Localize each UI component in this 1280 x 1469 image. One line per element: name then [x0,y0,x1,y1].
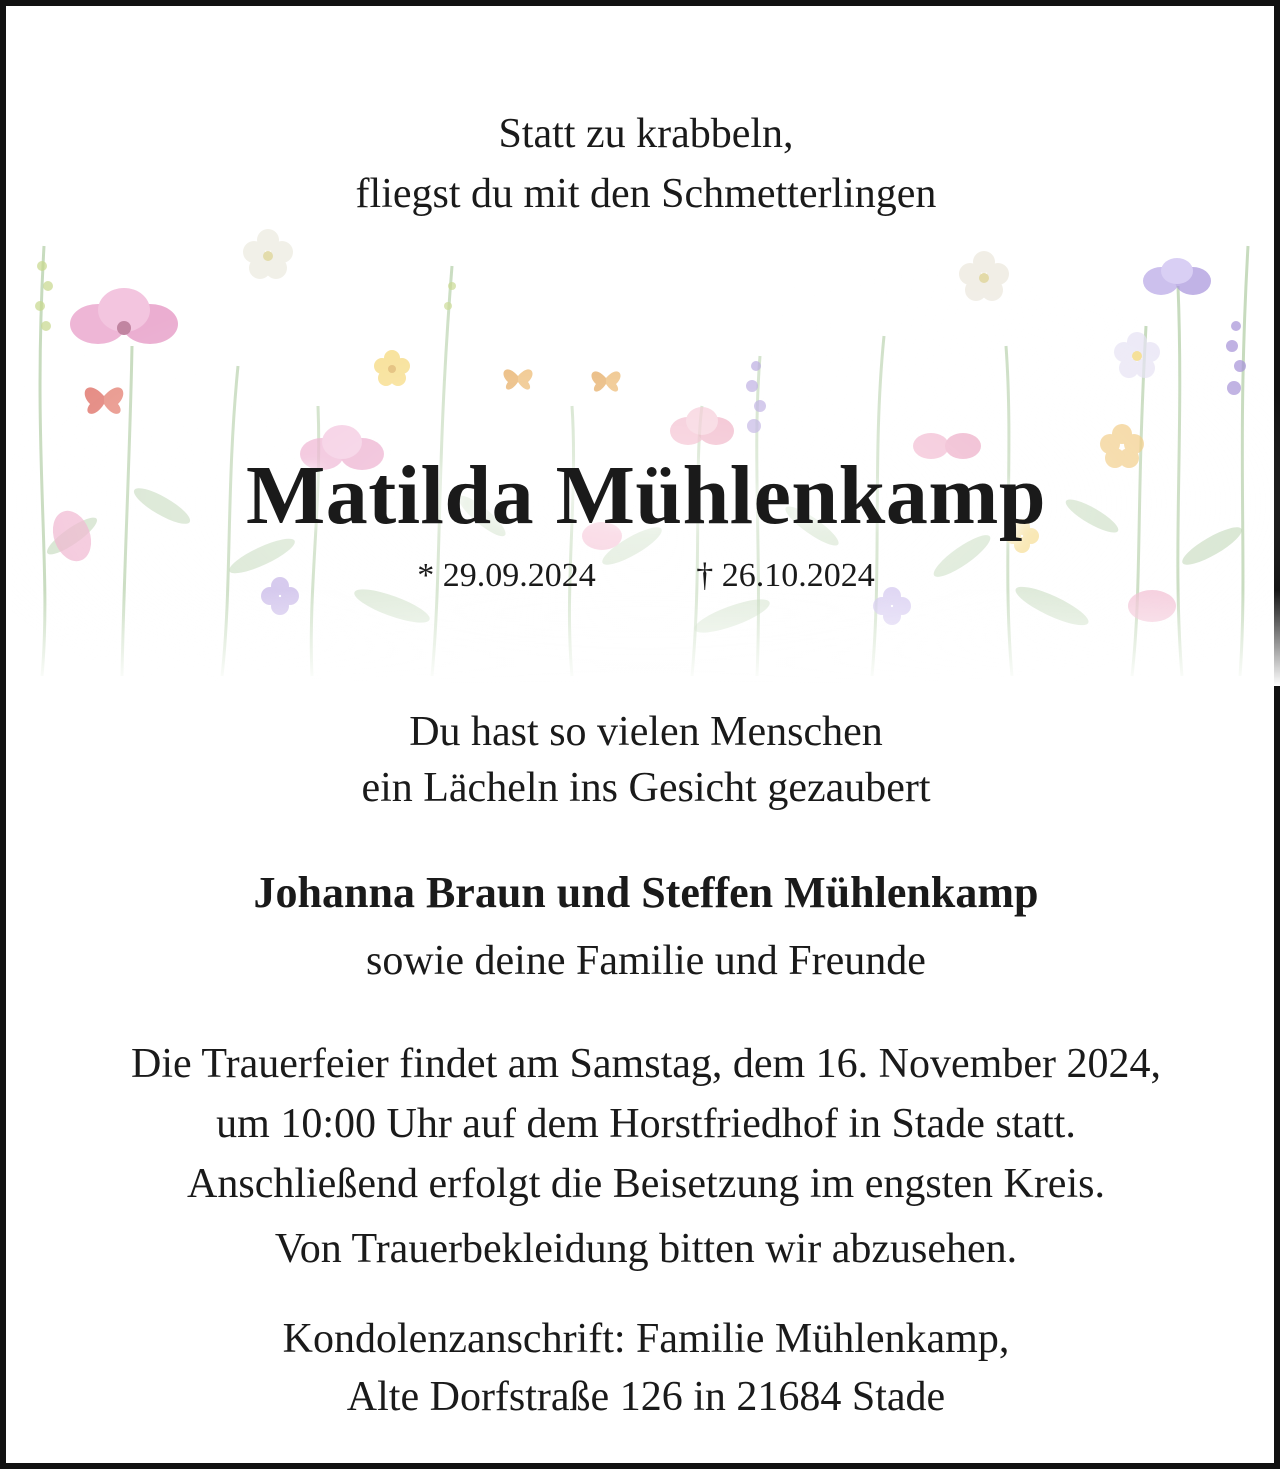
birth-date: * 29.09.2024 [417,557,596,594]
mourner-others: sowie deine Familie und Freunde [366,938,926,984]
verse-line-2: ein Lächeln ins Gesicht gezaubert [361,765,931,811]
deceased-name: Matilda Mühlenkamp [245,449,1047,542]
life-dates [12,551,1280,601]
dress-note: Von Trauerbekleidung bitten wir abzusehen. [274,1226,1018,1272]
address-line-1: Kondolenzanschrift: Familie Mühlenkamp, [282,1316,1010,1362]
funeral-service-info [12,1034,1280,1214]
condolence-address [12,1310,1280,1426]
service-line-2: um 10:00 Uhr auf dem Horstfriedhof in Stade statt. [216,1101,1076,1147]
motto-line-2: fliegst du mit den Schmetterlingen [355,171,937,217]
death-date: † 26.10.2024 [696,557,875,594]
verse-line-1: Du hast so vielen Menschen [409,709,883,755]
verse [12,704,1280,816]
service-line-3: Anschließend erfolgt die Beisetzung im engsten Kreis. [187,1161,1105,1207]
motto-line-1: Statt zu krabbeln, [498,111,794,157]
address-line-2: Alte Dorfstraße 126 in 21684 Stade [346,1374,946,1420]
motto [12,104,1280,224]
service-line-1: Die Trauerfeier findet am Samstag, dem 16. November 2024, [131,1041,1161,1087]
mourner-names: Johanna Braun und Steffen Mühlenkamp [253,868,1039,917]
